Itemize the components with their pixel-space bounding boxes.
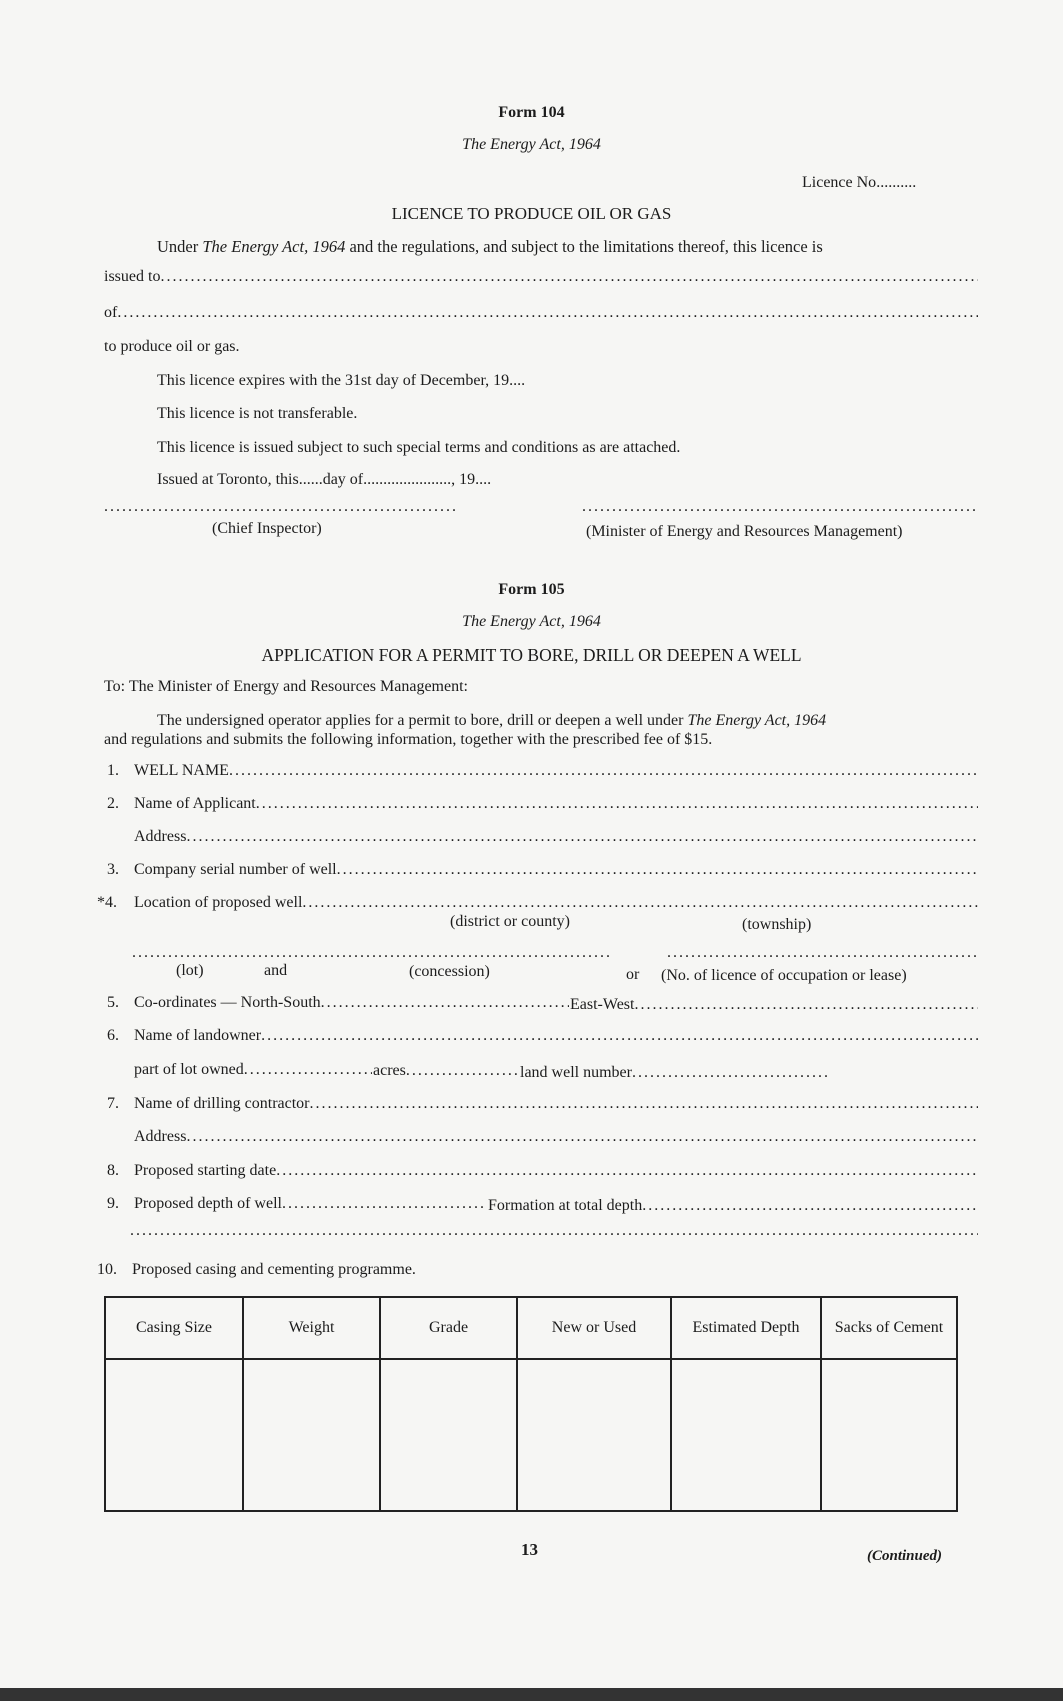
casing-table — [104, 1296, 958, 1512]
header-sacks-of-cement: Sacks of Cement — [821, 1297, 957, 1359]
item-10-number: 10. — [97, 1261, 117, 1278]
header-estimated-depth: Estimated Depth — [671, 1297, 821, 1359]
expires-text: This licence expires with the 31st day of December, 19.... — [157, 372, 526, 389]
item-applicant-address — [134, 828, 978, 846]
depth-continuation-line — [130, 1222, 978, 1240]
header-casing-size: Casing Size — [105, 1297, 243, 1359]
concession-caption: (concession) — [409, 963, 490, 980]
item-5-number: 5. — [107, 994, 119, 1011]
item-3-number: 3. — [107, 861, 119, 878]
lot-concession-line — [132, 944, 610, 962]
land-well-number-label: land well number — [520, 1064, 632, 1081]
cell-sacks-of-cement — [821, 1359, 957, 1511]
lot-caption: (lot) — [176, 962, 204, 979]
item-contractor-address — [134, 1128, 978, 1146]
item-8-number: 8. — [107, 1162, 119, 1179]
location-label: Location of proposed well — [134, 894, 303, 911]
intro1-act: The Energy Act, 1964 — [687, 712, 827, 729]
item-contractor — [134, 1095, 978, 1113]
formation-label: Formation at total depth — [488, 1197, 643, 1214]
of-label: of — [104, 304, 118, 321]
form-104-title: Form 104 — [498, 104, 565, 121]
cell-casing-size — [105, 1359, 243, 1511]
special-terms-text: This licence is issued subject to such special terms and conditions as are attached. — [157, 439, 681, 456]
item-1-number: 1. — [107, 762, 119, 779]
minister-signature-line — [582, 498, 978, 516]
addressee-text: To: The Minister of Energy and Resources Management: — [104, 678, 468, 695]
issued-to-label: issued to — [104, 268, 161, 285]
not-transferable-text: This licence is not transferable. — [157, 405, 358, 422]
well-name-label: WELL NAME — [134, 762, 229, 779]
licence-number-label: Licence No.......... — [802, 174, 917, 191]
form-105-intro-line1 — [157, 712, 826, 730]
landowner-label: Name of landowner — [134, 1027, 262, 1044]
east-west-label: East-West — [570, 996, 635, 1013]
form-104-heading: LICENCE TO PRODUCE OIL OR GAS — [391, 204, 672, 223]
township-caption: (township) — [742, 916, 812, 933]
of-line — [104, 304, 978, 322]
serial-number-label: Company serial number of well — [134, 861, 337, 878]
district-caption: (district or county) — [450, 913, 570, 930]
depth-label: Proposed depth of well — [134, 1195, 282, 1212]
form-105-heading: APPLICATION FOR A PERMIT TO BORE, DRILL OR DEEPEN A WELL — [261, 645, 802, 665]
licence-occupation-caption: (No. of licence of occupation or lease) — [661, 967, 907, 984]
header-grade: Grade — [380, 1297, 517, 1359]
applicant-label: Name of Applicant — [134, 795, 256, 812]
applicant-address-label: Address — [134, 828, 187, 845]
cell-estimated-depth — [671, 1359, 821, 1511]
form-104-intro — [157, 237, 823, 257]
issued-to-line — [104, 268, 978, 286]
acres-line — [373, 1062, 519, 1080]
contractor-address-label: Address — [134, 1128, 187, 1145]
item-well-name — [134, 762, 978, 780]
inspector-signature-line — [104, 498, 459, 516]
form-104-act: The Energy Act, 1964 — [462, 136, 601, 153]
item-east-west — [570, 996, 978, 1014]
and-caption: and — [264, 962, 288, 979]
casing-table-body-row — [105, 1359, 957, 1511]
page-number: 13 — [521, 1540, 538, 1559]
item-4-number: *4. — [97, 894, 117, 911]
contractor-label: Name of drilling contractor — [134, 1095, 310, 1112]
page-bottom-edge — [0, 1688, 1063, 1701]
form-105-title: Form 105 — [498, 581, 565, 598]
item-applicant — [134, 795, 978, 813]
item-6-number: 6. — [107, 1027, 119, 1044]
header-new-or-used: New or Used — [517, 1297, 671, 1359]
continued-label: (Continued) — [867, 1548, 943, 1564]
cell-weight — [243, 1359, 380, 1511]
coordinates-label: Co-ordinates — North-South — [134, 994, 321, 1011]
produce-text: to produce oil or gas. — [104, 338, 240, 355]
land-well-number-line — [520, 1064, 828, 1082]
casing-programme-label: Proposed casing and cementing programme. — [132, 1261, 416, 1278]
licence-number-text: Licence No — [802, 174, 877, 191]
part-lot-line — [134, 1061, 372, 1079]
item-2-number: 2. — [107, 795, 119, 812]
start-date-label: Proposed starting date — [134, 1162, 277, 1179]
item-location — [134, 894, 978, 912]
item-formation — [488, 1197, 978, 1215]
licence-occupation-line — [667, 944, 978, 962]
casing-table-header-row — [105, 1297, 957, 1359]
item-start-date — [134, 1162, 978, 1180]
intro1-text: The undersigned operator applies for a permit to bore, drill or deepen a well under — [157, 712, 688, 729]
item-9-number: 9. — [107, 1195, 119, 1212]
form-105-intro-line2: and regulations and submits the following information, together with the prescribed fee of $15. — [104, 731, 713, 748]
item-7-number: 7. — [107, 1095, 119, 1112]
or-caption: or — [626, 966, 640, 983]
issued-at-text: Issued at Toronto, this......day of......................, 19.... — [157, 471, 492, 488]
item-depth — [134, 1195, 487, 1213]
intro-act: The Energy Act, 1964 — [202, 237, 346, 256]
part-lot-label: part of lot owned — [134, 1061, 244, 1078]
cell-new-or-used — [517, 1359, 671, 1511]
item-serial-number — [134, 861, 978, 879]
form-105-act: The Energy Act, 1964 — [462, 613, 601, 630]
intro-text-a: Under — [157, 237, 203, 256]
item-landowner — [134, 1027, 978, 1045]
minister-label: (Minister of Energy and Resources Management) — [586, 523, 903, 540]
cell-grade — [380, 1359, 517, 1511]
intro-text-b: and the regulations, and subject to the limitations thereof, this licence is — [345, 237, 823, 256]
header-weight: Weight — [243, 1297, 380, 1359]
item-coordinates — [134, 994, 569, 1012]
chief-inspector-label: (Chief Inspector) — [212, 520, 322, 537]
acres-label: acres — [373, 1062, 406, 1079]
